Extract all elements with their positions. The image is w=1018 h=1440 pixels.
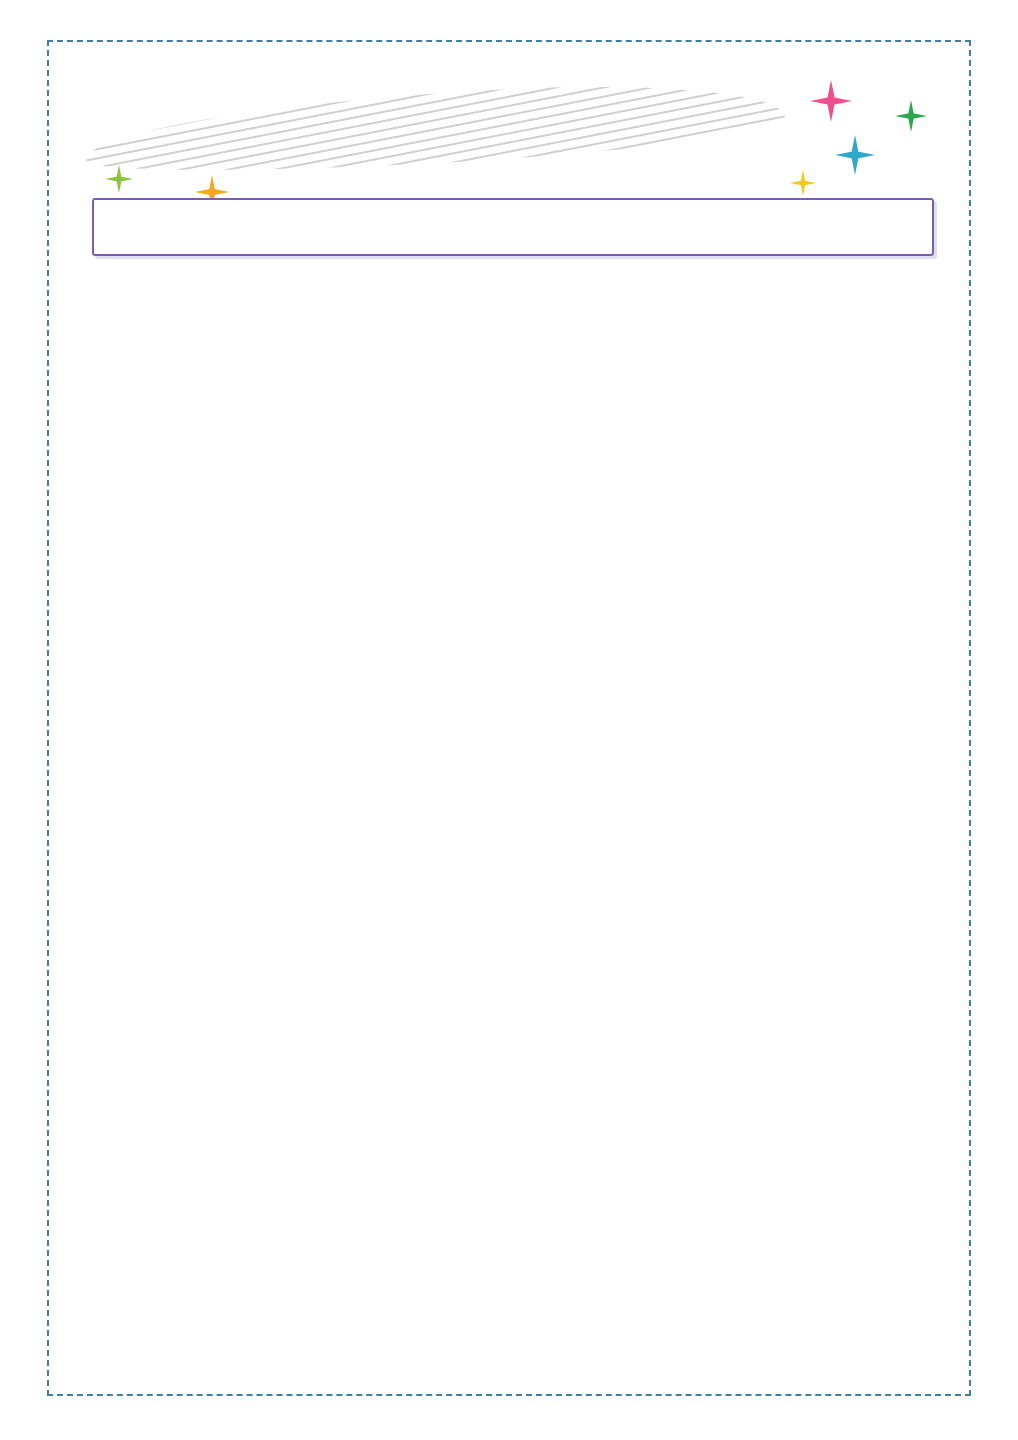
title-block [75, 55, 945, 175]
title-swoosh-decoration [84, 75, 787, 182]
instruction-bar [92, 198, 934, 256]
